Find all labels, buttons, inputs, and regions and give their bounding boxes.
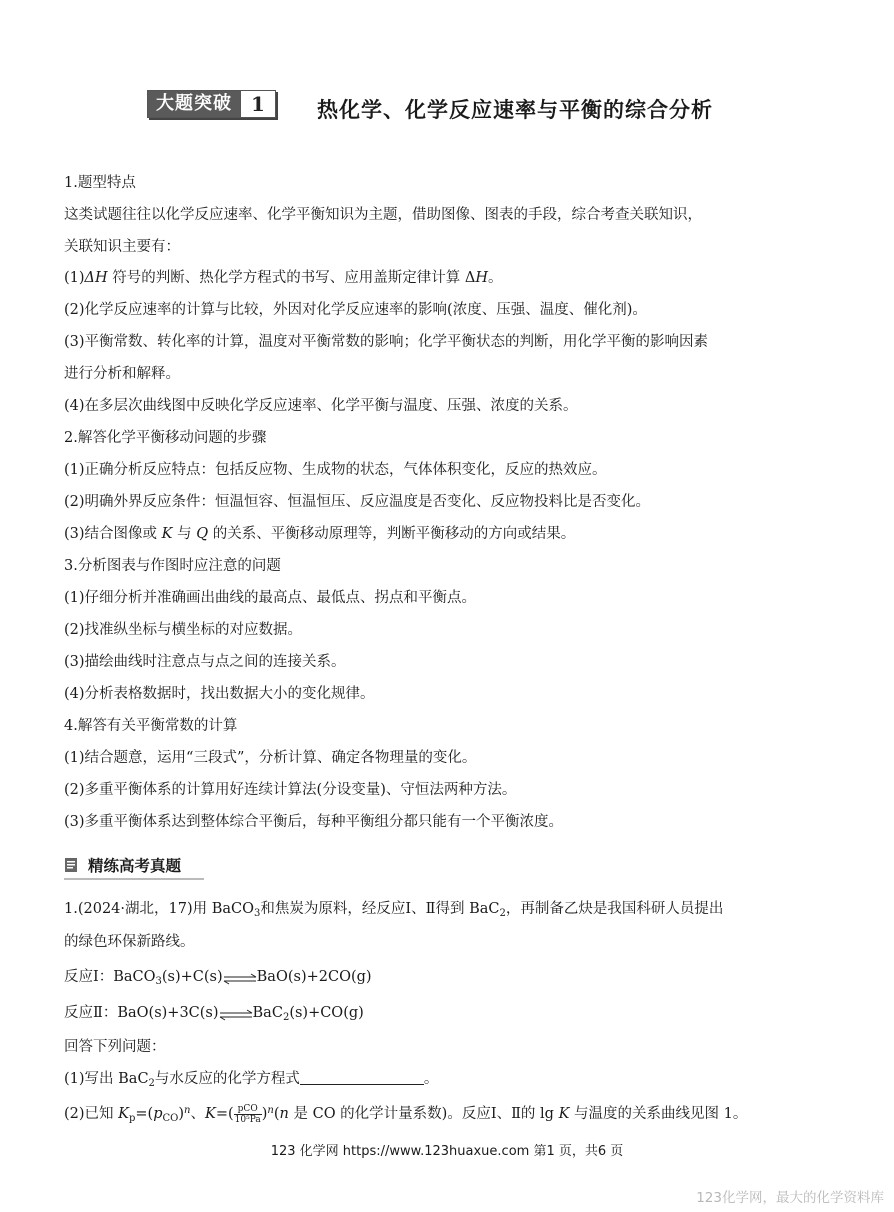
p2-f: ) [261, 1106, 268, 1122]
answer-blank[interactable] [300, 1070, 424, 1085]
s2-item3 [64, 524, 575, 544]
delta-h-symbol: ΔH [84, 270, 108, 286]
co-sub: CO [162, 1113, 179, 1124]
fraction-denominator: 10⁵Pa [234, 1114, 261, 1125]
q1-sub-b: 2 [499, 908, 506, 919]
s1-item1 [64, 268, 503, 288]
s4-item3: (3)多重平衡体系达到整体综合平衡后，每种平衡组分都只能有一个平衡浓度。 [64, 814, 564, 830]
pressure-fraction [234, 1104, 262, 1125]
s2-heading: 2.解答化学平衡移动问题的步骤 [64, 430, 267, 446]
p1-a: (1)写出 BaC [64, 1071, 149, 1087]
s4-heading: 4.解答有关平衡常数的计算 [64, 718, 238, 734]
s2-item2: (2)明确外界反应条件：恒温恒容、恒温恒压、反应温度是否变化、反应物投料比是否变化。 [64, 494, 651, 510]
s3-item3: (3)描绘曲线时注意点与点之间的连接关系。 [64, 654, 346, 670]
s1-item3-line1: (3)平衡常数、转化率的计算，温度对平衡常数的影响；化学平衡状态的判断，用化学平衡的影响因素 [64, 334, 709, 350]
k-symbol: K [205, 1106, 216, 1122]
k-symbol: K [161, 526, 173, 542]
q1-text-b: 和焦炭为原料，经反应Ⅰ、Ⅱ得到 BaC [260, 901, 500, 917]
s3-item2: (2)找准纵坐标与横坐标的对应数据。 [64, 622, 303, 638]
reaction-1 [64, 967, 372, 992]
p1-b: 与水反应的化学方程式 [154, 1071, 300, 1087]
s1-item2: (2)化学反应速率的计算与比较，外因对化学反应速率的影响(浓度、压强、温度、催化剂)。 [64, 302, 647, 318]
p1-c: 。 [423, 1071, 439, 1087]
site-watermark: 123化学网，最大的化学资料库 [696, 1190, 884, 1206]
p-symbol: p [153, 1106, 163, 1122]
equilibrium-arrow-icon [219, 1007, 253, 1019]
reaction-2 [64, 1003, 364, 1028]
document-icon [64, 857, 78, 873]
p2-i: 与温度的关系曲线见图 1。 [569, 1106, 748, 1122]
s1-intro-line2: 关联知识主要有： [64, 239, 180, 255]
equilibrium-arrow-icon [223, 971, 257, 983]
p2-b: =( [135, 1106, 154, 1122]
s3-item4: (4)分析表格数据时，找出数据大小的变化规律。 [64, 686, 375, 702]
practice-section-title: 精练高考真题 [88, 857, 182, 875]
s1-item3-line2: 进行分析和解释。 [64, 366, 180, 382]
s1-heading: 1.题型特点 [64, 175, 136, 191]
s3-heading: 3.分析图表与作图时应注意的问题 [64, 558, 281, 574]
q1-text-c: ，再制备乙炔是我国科研人员提出 [505, 901, 724, 917]
kp-sub: p [129, 1113, 136, 1124]
s1-item4: (4)在多层次曲线图中反映化学反应速率、化学平衡与温度、压强、浓度的关系。 [64, 398, 578, 414]
s1-item1-a: (1) [64, 270, 85, 286]
s4-item1: (1)结合题意，运用“三段式”，分析计算、确定各物理量的变化。 [64, 750, 477, 766]
r1-a: 反应Ⅰ：BaCO [64, 969, 156, 985]
p2-c: ) [178, 1106, 185, 1122]
p2-a: (2)已知 [64, 1106, 119, 1122]
r2-sub: 2 [282, 1012, 290, 1023]
n-exponent-2: n [267, 1105, 274, 1116]
page-header [147, 88, 767, 132]
answer-prompt: 回答下列问题： [64, 1039, 166, 1055]
p1-sub: 2 [148, 1078, 155, 1089]
r2-a: 反应Ⅱ：BaO(s)+3C(s) [64, 1005, 219, 1021]
r2-c: (s)+CO(g) [289, 1005, 364, 1021]
topic-badge [147, 90, 276, 118]
q1-sub-a: 3 [254, 908, 261, 919]
n-symbol: n [279, 1106, 289, 1122]
r2-b: BaC [252, 1005, 283, 1021]
s1-intro-line1: 这类试题往往以化学反应速率、化学平衡知识为主题，借助图像、图表的手段，综合考查关联知识， [64, 207, 702, 223]
s3-item1: (1)仔细分析并准确画出曲线的最高点、最低点、拐点和平衡点。 [64, 590, 477, 606]
q1-text-a: 1.(2024·湖北，17)用 BaCO [64, 901, 255, 917]
page-title: 热化学、化学反应速率与平衡的综合分析 [317, 98, 713, 122]
s1-item1-c: 符号的判断、热化学方程式的书写、应用盖斯定律计算 Δ [107, 270, 476, 286]
part-1 [64, 1069, 438, 1094]
p2-d: 、 [190, 1106, 205, 1122]
kp-symbol: K [118, 1106, 129, 1122]
s1-item1-e: 。 [488, 270, 503, 286]
q-symbol: Q [196, 526, 209, 542]
badge-label: 大题突破 [148, 91, 240, 117]
question-1-line1 [64, 899, 723, 924]
p2-h: 是 CO 的化学计量系数)。反应Ⅰ、Ⅱ的 lg [288, 1106, 559, 1122]
n-exponent: n [184, 1105, 191, 1116]
r1-sub: 3 [155, 976, 162, 987]
badge-number: 1 [240, 91, 275, 117]
s2-item1: (1)正确分析反应特点：包括反应物、生成物的状态，气体体积变化，反应的热效应。 [64, 462, 607, 478]
s2-item3-e: 的关系、平衡移动原理等，判断平衡移动的方向或结果。 [208, 526, 576, 542]
s2-item3-a: (3)结合图像或 [64, 526, 162, 542]
h-symbol: H [475, 270, 489, 286]
s4-item2: (2)多重平衡体系的计算用好连续计算法(分设变量)、守恒法两种方法。 [64, 782, 517, 798]
p2-e: =( [215, 1106, 234, 1122]
r1-c: BaO(s)+2CO(g) [256, 969, 372, 985]
fraction-numerator: pCO [234, 1104, 262, 1115]
question-1-line2: 的绿色环保新路线。 [64, 934, 195, 950]
practice-section-header [64, 852, 204, 880]
s2-item3-c: 与 [172, 526, 197, 542]
k-symbol-2: K [558, 1106, 570, 1122]
part-2 [64, 1101, 747, 1129]
r1-b: (s)+C(s) [161, 969, 223, 985]
page-footer: 123 化学网 https://www.123huaxue.com 第1 页，共6 页 [270, 1144, 624, 1159]
section-underline [64, 878, 204, 880]
p2-g: ( [273, 1106, 280, 1122]
